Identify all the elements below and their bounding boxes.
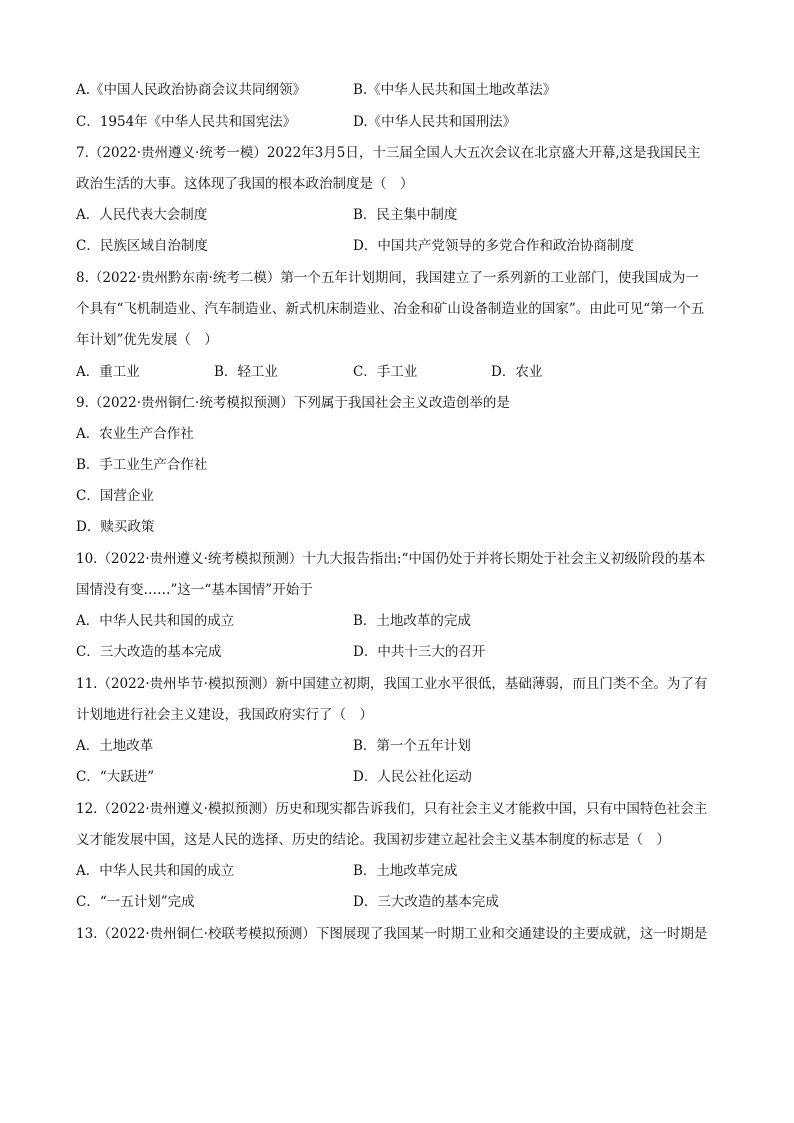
q8-stem-line-1: 8.（2022·贵州黔东南·统考二模）第一个五年计划期间，我国建立了一系列新的工业部门，使我国成为一 [76,270,699,286]
q6-option-d: D.《中华人民共和国刑法》 [353,114,517,130]
q11-option-b: B．第一个五年计划 [353,738,471,754]
q8-stem-line-2: 个具有“飞机制造业、汽车制造业、新式机床制造业、冶金和矿山设备制造业的国家”。由此可见“第一个五 [76,301,705,317]
q7-option-c: C．民族区域自治制度 [76,238,208,254]
q8-option-c: C．手工业 [353,364,418,380]
q7-option-a: A．人民代表大会制度 [76,207,208,223]
q9-stem-line-1: 9.（2022·贵州铜仁·统考模拟预测）下列属于我国社会主义改造创举的是 [76,395,510,411]
q9-option-d: D．赎买政策 [76,519,155,535]
q12-option-a: A．中华人民共和国的成立 [76,863,235,879]
q7-stem-line-2: 政治生活的大事。这体现了我国的根本政治制度是（ ） [76,176,414,192]
q9-option-a: A．农业生产合作社 [76,426,194,442]
q11-option-a: A．土地改革 [76,738,154,754]
q8-option-b: B．轻工业 [214,364,278,380]
q9-option-b: B．手工业生产合作社 [76,457,208,473]
q10-stem-line-1: 10.（2022·贵州遵义·统考模拟预测）十九大报告指出:“中国仍处于并将长期处于社会主义初级阶段的基本 [76,551,706,567]
q10-option-d: D．中共十三大的召开 [353,644,486,660]
q10-stem-line-2: 国情没有变……”这一“基本国情”开始于 [76,582,313,598]
q8-option-a: A．重工业 [76,364,140,380]
q11-option-d: D．人民公社化运动 [353,769,472,785]
q10-option-a: A．中华人民共和国的成立 [76,613,235,629]
q6-option-b: B.《中华人民共和国土地改革法》 [353,82,557,98]
q11-stem-line-2: 计划地进行社会主义建设，我国政府实行了（ ） [76,707,373,723]
q7-option-b: B．民主集中制度 [353,207,458,223]
q10-option-b: B．土地改革的完成 [353,613,471,629]
q12-option-b: B．土地改革完成 [353,863,458,879]
q9-option-c: C．国营企业 [76,488,154,504]
q6-option-c: C．1954年《中华人民共和国宪法》 [76,114,297,130]
q12-stem-line-1: 12.（2022·贵州遵义·模拟预测）历史和现实都告诉我们，只有社会主义才能救中国，只有中国特色社会主 [76,801,708,817]
q10-option-c: C．三大改造的基本完成 [76,644,222,660]
q12-stem-line-2: 义才能发展中国，这是人民的选择、历史的结论。我国初步建立起社会主义基本制度的标志是（ ） [76,832,670,848]
q11-stem-line-1: 11.（2022·贵州毕节·模拟预测）新中国建立初期，我国工业水平很低，基础薄弱，而且门类不全。为了有 [76,676,708,692]
q11-option-c: C．“大跃进” [76,769,155,785]
q7-stem-line-1: 7.（2022·贵州遵义·统考一模）2022年3月5日，十三届全国人大五次会议在北京盛大开幕,这是我国民主 [76,145,701,161]
q13-stem-line-1: 13.（2022·贵州铜仁·校联考模拟预测）下图展现了我国某一时期工业和交通建设的主要成就，这一时期是 [76,926,708,942]
q7-option-d: D．中国共产党领导的多党合作和政治协商制度 [353,238,634,254]
q8-option-d: D．农业 [491,364,543,380]
q12-option-c: C．“一五计划”完成 [76,894,195,910]
q6-option-a: A.《中国人民政治协商会议共同纲领》 [76,82,307,98]
q8-stem-line-3: 年计划”优先发展（ ） [76,332,218,348]
q12-option-d: D．三大改造的基本完成 [353,894,499,910]
